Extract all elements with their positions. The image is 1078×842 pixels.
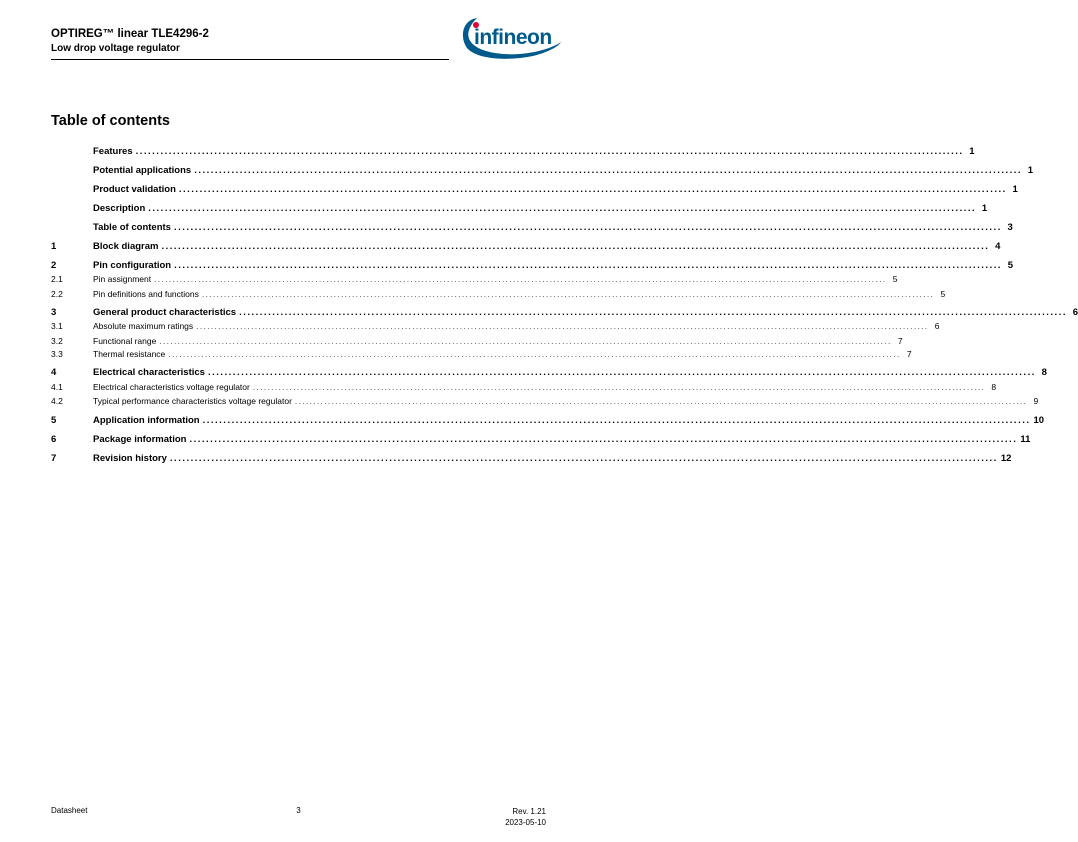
toc-entry-title: Thermal resistance xyxy=(93,349,166,359)
toc-entry-number: 4.1 xyxy=(51,382,63,392)
toc-entry-page: 5 xyxy=(1007,260,1013,271)
footer-doc-type: Datasheet xyxy=(51,806,88,815)
toc-entry-page: 11 xyxy=(1020,434,1031,445)
toc-entry[interactable] xyxy=(51,145,975,157)
toc-entry-number: 2.2 xyxy=(51,289,63,299)
toc-leader-dots: ........................................................................................................................................................................................................ xyxy=(189,434,1018,445)
toc-entry-title: Potential applications xyxy=(93,165,192,176)
toc-entry-title: Typical performance characteristics voltage regulator xyxy=(93,396,292,406)
toc-entry[interactable] xyxy=(51,272,898,284)
toc-entry-number: 3.1 xyxy=(51,321,63,331)
toc-entry-page: 7 xyxy=(897,336,903,346)
logo-wordmark: infineon xyxy=(474,26,552,49)
toc-entry[interactable] xyxy=(51,221,1013,233)
toc-entry-title: Absolute maximum ratings xyxy=(93,321,194,331)
toc-entry-title: Product validation xyxy=(93,184,176,195)
toc-leader-dots: ........................................................................................................................................................................................................ xyxy=(178,184,1007,195)
footer-date: 2023-05-10 xyxy=(505,818,546,827)
toc-leader-dots: ........................................................................................................................................................................................................ xyxy=(148,203,977,214)
toc-entry-page: 4 xyxy=(995,241,1001,252)
toc-entry[interactable] xyxy=(51,334,903,346)
toc-entry-page: 5 xyxy=(892,274,898,284)
toc-entry-title: General product characteristics xyxy=(93,307,237,318)
toc-entry-number: 5 xyxy=(51,415,57,426)
toc-entry-number: 2.1 xyxy=(51,274,63,284)
document-subtitle: Low drop voltage regulator xyxy=(51,43,180,54)
toc-entry[interactable] xyxy=(51,240,1001,252)
toc-entry-title: Pin definitions and functions xyxy=(93,289,199,299)
footer-page-number: 3 xyxy=(296,806,301,815)
toc-entry-page: 6 xyxy=(934,321,940,331)
toc-leader-dots: ........................................................................................................................................................................................................ xyxy=(194,165,1023,176)
toc-entry-title: Revision history xyxy=(93,453,167,464)
toc-entry[interactable] xyxy=(51,183,1018,195)
toc-entry[interactable] xyxy=(51,394,1039,406)
footer-revision: Rev. 1.21 xyxy=(512,807,546,816)
toc-entry-title: Block diagram xyxy=(93,241,159,252)
toc-leader-dots: ........................................................................................................................................................................................................ xyxy=(196,321,929,331)
toc-entry-number: 3.3 xyxy=(51,349,63,359)
toc-entry-number: 4 xyxy=(51,367,57,378)
toc-leader-dots: ........................................................................................................................................................................................................ xyxy=(169,453,998,464)
toc-entry[interactable] xyxy=(51,319,940,331)
toc-leader-dots: ........................................................................................................................................................................................................ xyxy=(173,222,1002,233)
toc-leader-dots: ........................................................................................................................................................................................................ xyxy=(202,415,1031,426)
toc-entry[interactable] xyxy=(51,414,1045,426)
toc-entry-page: 8 xyxy=(991,382,997,392)
toc-entry[interactable] xyxy=(51,452,1012,464)
toc-entry[interactable] xyxy=(51,287,946,299)
toc-leader-dots: ........................................................................................................................................................................................................ xyxy=(135,146,964,157)
toc-entry-title: Pin configuration xyxy=(93,260,172,271)
toc-entry[interactable] xyxy=(51,347,912,359)
toc-entry-number: 3.2 xyxy=(51,336,63,346)
toc-leader-dots: ........................................................................................................................................................................................................ xyxy=(294,396,1028,406)
toc-entry-page: 12 xyxy=(1000,453,1012,464)
toc-entry-title: Pin assignment xyxy=(93,274,152,284)
toc-leader-dots: ........................................................................................................................................................................................................ xyxy=(174,260,1002,271)
toc-entry-number: 3 xyxy=(51,307,57,318)
toc-heading: Table of contents xyxy=(51,113,170,129)
toc-entry[interactable] xyxy=(51,202,988,214)
toc-entry-page: 7 xyxy=(906,349,912,359)
toc-entry-page: 1 xyxy=(969,146,975,157)
toc-entry-page: 10 xyxy=(1033,415,1045,426)
toc-leader-dots: ........................................................................................................................................................................................................ xyxy=(207,367,1036,378)
toc-entry[interactable] xyxy=(51,306,1078,318)
toc-entry-title: Electrical characteristics xyxy=(93,367,205,378)
header-rule xyxy=(51,59,449,60)
toc-entry-number: 2 xyxy=(51,260,57,271)
toc-entry[interactable] xyxy=(51,366,1047,378)
toc-entry-title: Application information xyxy=(93,415,200,426)
footer-revision-block xyxy=(505,806,546,828)
toc-entry[interactable] xyxy=(51,164,1034,176)
toc-entry[interactable] xyxy=(51,433,1031,445)
toc-entry-page: 1 xyxy=(1027,165,1034,176)
toc-entry-page: 3 xyxy=(1007,222,1013,233)
toc-entry-number: 7 xyxy=(51,453,57,464)
infineon-logo xyxy=(459,14,563,62)
toc-leader-dots: ........................................................................................................................................................................................................ xyxy=(168,349,901,359)
toc-leader-dots: ........................................................................................................................................................................................................ xyxy=(154,274,887,284)
toc-entry-title: Electrical characteristics voltage regulator xyxy=(93,382,250,392)
toc-leader-dots: ........................................................................................................................................................................................................ xyxy=(161,241,990,252)
toc-entry-page: 1 xyxy=(1012,184,1018,195)
toc-entry-title: Table of contents xyxy=(93,222,171,233)
toc-entry-page: 6 xyxy=(1072,307,1078,318)
toc-entry-title: Features xyxy=(93,146,133,157)
toc-entry-number: 6 xyxy=(51,434,57,445)
toc-entry-number: 1 xyxy=(51,241,57,252)
toc-entry-page: 1 xyxy=(981,203,988,214)
page-header xyxy=(51,27,449,55)
toc-leader-dots: ........................................................................................................................................................................................................ xyxy=(201,289,935,299)
toc-entry-page: 8 xyxy=(1041,367,1047,378)
toc-entry-title: Functional range xyxy=(93,336,157,346)
toc-entry-number: 4.2 xyxy=(51,396,63,406)
toc-entry-page: 5 xyxy=(940,289,946,299)
toc-leader-dots: ........................................................................................................................................................................................................ xyxy=(159,336,892,346)
document-title: OPTIREG™ linear TLE4296-2 xyxy=(51,28,209,40)
toc-entry-title: Description xyxy=(93,203,146,214)
toc-entry[interactable] xyxy=(51,380,997,392)
toc-leader-dots: ........................................................................................................................................................................................................ xyxy=(239,307,1067,318)
toc-entry[interactable] xyxy=(51,259,1013,271)
toc-entry-title: Package information xyxy=(93,434,187,445)
toc-entry-page: 9 xyxy=(1033,396,1039,406)
toc-leader-dots: ........................................................................................................................................................................................................ xyxy=(252,382,986,392)
